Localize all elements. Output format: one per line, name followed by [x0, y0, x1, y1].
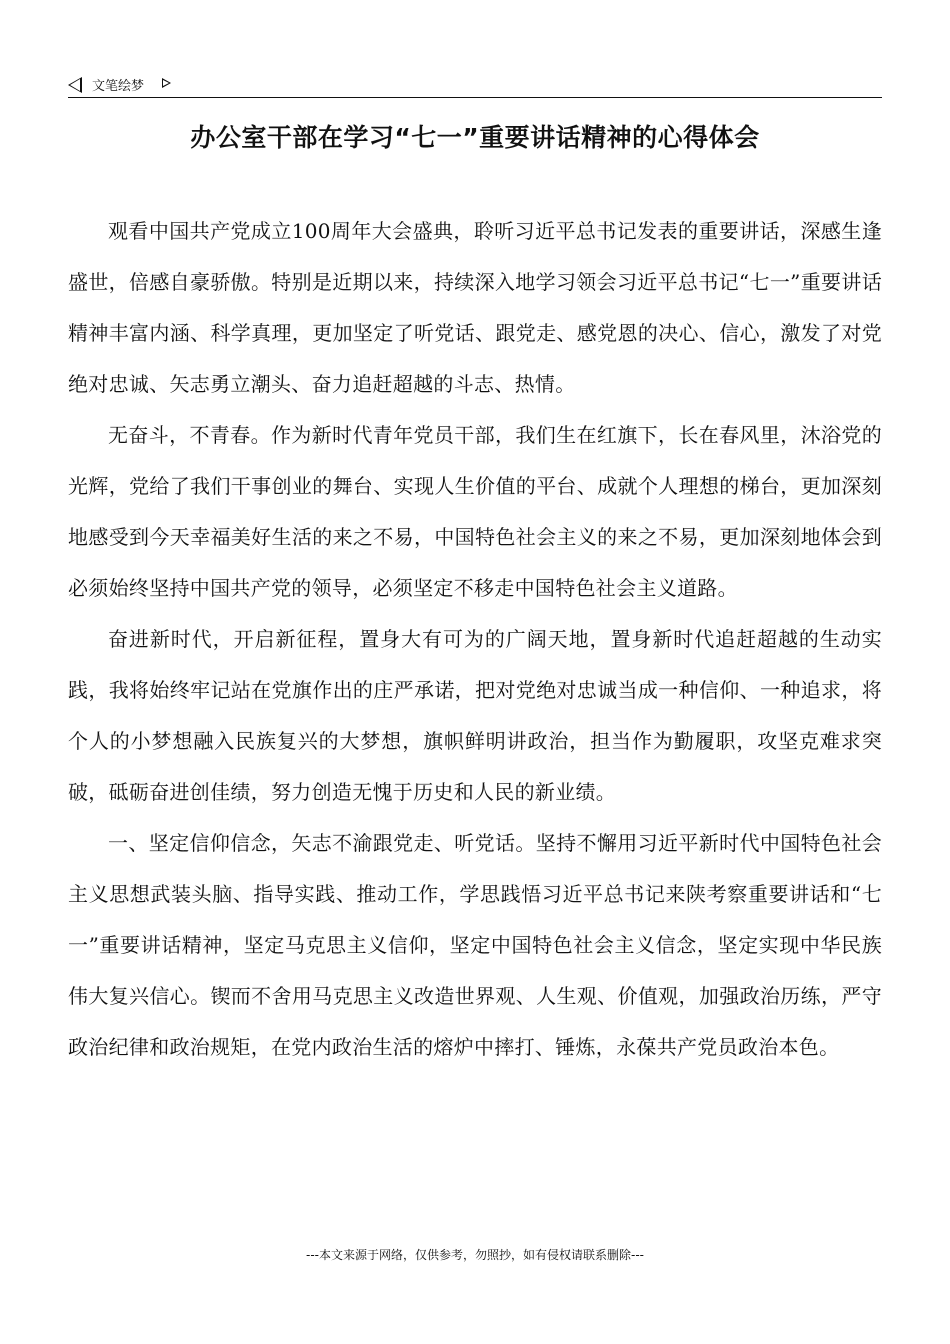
source-disclaimer: ---本文来源于网络，仅供参考，勿照抄，如有侵权请联系删除--- [306, 1248, 644, 1262]
paragraph-3: 奋进新时代，开启新征程，置身大有可为的广阔天地，置身新时代追赶超越的生动实践，我将始终牢记站在党旗作出的庄严承诺，把对党绝对忠诚当成一种信仰、一种追求，将个人的小梦想融入民族复兴的大梦想，旗帜鲜明讲政治，担当作为勤履职，攻坚克难求突破，砥砺奋进创佳绩，努力创造无愧于历史和人民的新业绩。 [68, 627, 882, 804]
document-title: 办公室干部在学习“七一”重要讲话精神的心得体会 [190, 122, 760, 152]
running-header [68, 74, 882, 98]
paragraph-4: 一、坚定信仰信念，矢志不渝跟党走、听党话。坚持不懈用习近平新时代中国特色社会主义思想武装头脑、指导实践、推动工作，学思践悟习近平总书记来陕考察重要讲话和“七一”重要讲话精神，坚定马克思主义信仰，坚定中国特色社会主义信念，坚定实现中华民族伟大复兴信心。锲而不舍用马克思主义改造世界观、人生观、价值观，加强政治历练，严守政治纪律和政治规矩，在党内政治生活的熔炉中摔打、锤炼，永葆共产党员政治本色。 [68, 831, 882, 1059]
triangle-left-icon [68, 77, 82, 93]
paragraph-2: 无奋斗，不青春。作为新时代青年党员干部，我们生在红旗下，长在春风里，沐浴党的光辉，党给了我们干事创业的舞台、实现人生价值的平台、成就个人理想的梯台，更加深刻地感受到今天幸福美好生活的来之不易，中国特色社会主义的来之不易，更加深刻地体会到必须始终坚持中国共产党的领导，必须坚定不移走中国特色社会主义道路。 [68, 423, 882, 600]
document-body [68, 206, 882, 1073]
header-label: 文笔绘梦 [92, 79, 145, 94]
triangle-right-icon [162, 78, 171, 88]
paragraph-1: 观看中国共产党成立100周年大会盛典，聆听习近平总书记发表的重要讲话，深感生逢盛世，倍感自豪骄傲。特别是近期以来，持续深入地学习领会习近平总书记“七一”重要讲话精神丰富内涵、科学真理，更加坚定了听党话、跟党走、感党恩的决心、信心，激发了对党绝对忠诚、矢志勇立潮头、奋力追赶超越的斗志、热情。 [68, 219, 882, 396]
header-divider [68, 97, 882, 98]
